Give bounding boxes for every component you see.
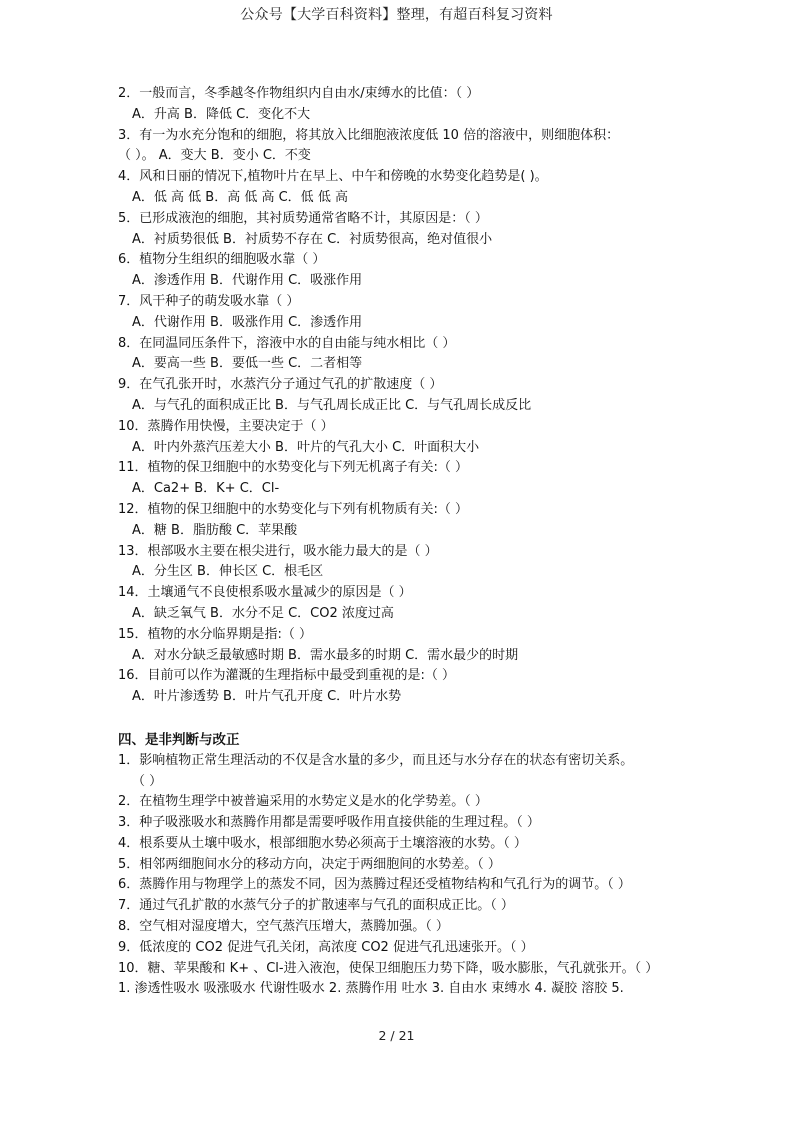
page-header: 公众号【大学百科资料】整理，有超百科复习资料 — [240, 7, 553, 23]
answer-line: 1. 渗透性吸水 吸涨吸水 代谢性吸水 2. 蒸腾作用 吐水 3. 自由水 束缚水 4. 凝胶 溶胶 5. — [118, 981, 624, 997]
question-stem: 7．风干种子的萌发吸水靠（ ） — [118, 293, 300, 309]
question-options: A．低 高 低 B．高 低 高 C．低 低 高 — [132, 189, 348, 205]
question-stem: 5．已形成液泡的细胞，其衬质势通常省略不计，其原因是：（ ） — [118, 210, 488, 226]
question-stem: 6．植物分生组织的细胞吸水靠（ ） — [118, 252, 326, 268]
question-stem: 12．植物的保卫细胞中的水势变化与下列有机物质有关:（ ） — [118, 501, 469, 517]
question-options: A．要高一些 B．要低一些 C．二者相等 — [132, 356, 363, 372]
question-stem: 3．有一为水充分饱和的细胞，将其放入比细胞液浓度低 10 倍的溶液中，则细胞体积： — [118, 127, 620, 143]
question-options: A．对水分缺乏最敏感时期 B．需水最多的时期 C．需水最少的时期 — [132, 647, 519, 663]
question-options: A．升高 B．降低 C．变化不大 — [132, 106, 311, 122]
question-stem: 16．目前可以作为灌溉的生理指标中最受到重视的是:（ ） — [118, 668, 456, 684]
question-options: A．渗透作用 B．代谢作用 C．吸涨作用 — [132, 273, 363, 289]
question-options: A．分生区 B．伸长区 C．根毛区 — [132, 564, 324, 580]
question-stem: 15．植物的水分临界期是指:（ ） — [118, 626, 313, 642]
question-options: A．与气孔的面积成正比 B．与气孔周长成正比 C．与气孔周长成反比 — [132, 397, 532, 413]
judgement-item: 8．空气相对湿度增大，空气蒸汽压增大，蒸腾加强。（ ） — [118, 919, 449, 935]
judgement-item: 7．通过气孔扩散的水蒸气分子的扩散速率与气孔的面积成正比。（ ） — [118, 898, 514, 914]
judgement-item: 9．低浓度的 CO2 促进气孔关闭，高浓度 CO2 促进气孔迅速张开。（ ） — [118, 939, 534, 955]
question-stem: 10．蒸腾作用快慢，主要决定于（ ） — [118, 418, 334, 434]
judgement-item: 3．种子吸涨吸水和蒸腾作用都是需要呼吸作用直接供能的生理过程。（ ） — [118, 815, 540, 831]
judgement-item: 6．蒸腾作用与物理学上的蒸发不同，因为蒸腾过程还受植物结构和气孔行为的调节。（ ） — [118, 877, 631, 893]
question-stem: 14．土壤通气不良使根系吸水量减少的原因是（ ） — [118, 585, 412, 601]
judgement-item: 5．相邻两细胞间水分的移动方向，决定于两细胞间的水势差。（ ） — [118, 856, 501, 872]
judgement-item: 10．糖、苹果酸和 K+ 、Cl-进入液泡，使保卫细胞压力势下降，吸水膨胀，气孔就张开。（ ） — [118, 960, 659, 976]
judgement-item: 2．在植物生理学中被普遍采用的水势定义是水的化学势差。（ ） — [118, 794, 488, 810]
question-stem: 8．在同温同压条件下，溶液中水的自由能与纯水相比（ ） — [118, 335, 456, 351]
question-options: A．糖 B．脂肪酸 C．苹果酸 — [132, 522, 298, 538]
question-stem-continued: （ ）。 A．变大 B．变小 C．不变 — [118, 148, 311, 164]
question-options: A．衬质势很低 B．衬质势不存在 C．衬质势很高，绝对值很小 — [132, 231, 493, 247]
page-number: 2 / 21 — [378, 1028, 415, 1043]
section-title: 四、是非判断与改正 — [118, 731, 240, 748]
question-stem: 4．风和日丽的情况下,植物叶片在早上、中午和傍晚的水势变化趋势是( )。 — [118, 169, 548, 185]
question-options: A．Ca2+ B．K+ C．Cl- — [132, 481, 280, 497]
question-stem: 11．植物的保卫细胞中的水势变化与下列无机离子有关:（ ） — [118, 460, 469, 476]
document-body — [118, 84, 678, 1000]
judgement-item: （ ） — [132, 773, 163, 789]
question-stem: 9．在气孔张开时，水蒸汽分子通过气孔的扩散速度（ ） — [118, 377, 443, 393]
judgement-item: 4．根系要从土壤中吸水，根部细胞水势必须高于土壤溶液的水势。（ ） — [118, 835, 527, 851]
question-stem: 2．一般而言，冬季越冬作物组织内自由水/束缚水的比值：（ ） — [118, 86, 480, 101]
question-options: A．缺乏氧气 B．水分不足 C．CO2 浓度过高 — [132, 605, 394, 621]
question-options: A．叶内外蒸汽压差大小 B．叶片的气孔大小 C．叶面积大小 — [132, 439, 480, 455]
question-options: A．代谢作用 B．吸涨作用 C．渗透作用 — [132, 314, 363, 330]
question-options: A．叶片渗透势 B．叶片气孔开度 C．叶片水势 — [132, 689, 402, 705]
judgement-item: 1．影响植物正常生理活动的不仅是含水量的多少，而且还与水分存在的状态有密切关系。 — [118, 752, 634, 768]
question-stem: 13．根部吸水主要在根尖进行，吸水能力最大的是（ ） — [118, 543, 438, 559]
